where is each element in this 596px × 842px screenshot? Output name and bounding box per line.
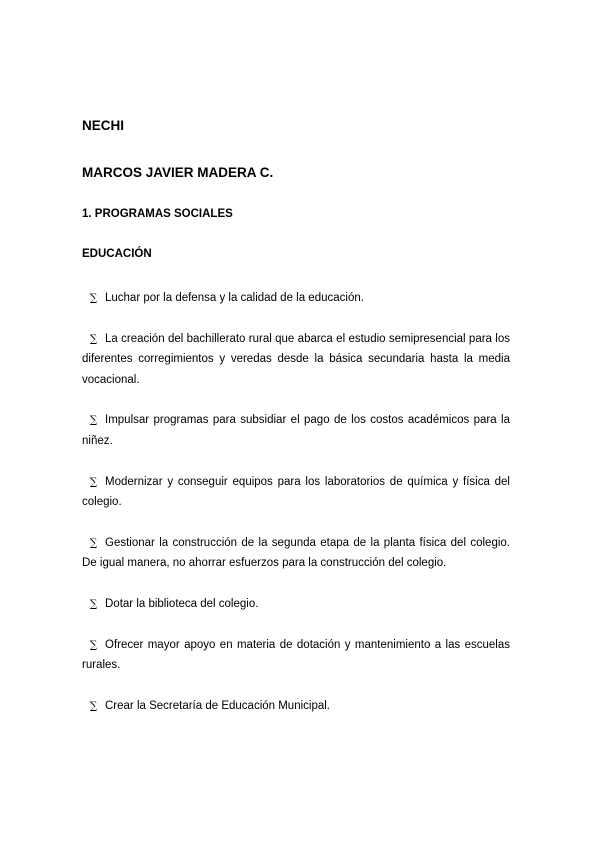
bullet-icon: ∑ — [89, 700, 98, 713]
list-item-text: Dotar la biblioteca del colegio. — [105, 598, 259, 611]
list-item-text: Ofrecer mayor apoyo en materia de dotación y mantenimiento a las escuelas rurales. — [82, 638, 510, 672]
list-item — [82, 696, 510, 716]
bullet-icon: ∑ — [89, 414, 98, 427]
list-item — [82, 329, 510, 390]
education-proposals-list — [82, 288, 510, 737]
list-item — [82, 472, 510, 513]
list-item — [82, 533, 510, 574]
list-item — [82, 288, 510, 308]
bullet-icon: ∑ — [89, 292, 98, 304]
bullet-icon: ∑ — [89, 475, 98, 488]
subsection-heading: EDUCACIÓN — [82, 248, 152, 260]
section-heading: 1. PROGRAMAS SOCIALES — [82, 208, 233, 220]
list-item-text: La creación del bachillerato rural que abarca el estudio semipresencial para los diferentes corregimientos y veredas desde la básica secundaria hasta la media vocacional. — [82, 332, 510, 386]
bullet-icon: ∑ — [89, 536, 98, 549]
list-item-text: Luchar por la defensa y la calidad de la educación. — [105, 292, 364, 304]
bullet-icon: ∑ — [89, 332, 98, 345]
bullet-icon: ∑ — [89, 638, 98, 651]
list-item — [82, 594, 510, 614]
municipality-title: NECHI — [82, 118, 125, 133]
list-item — [82, 410, 510, 451]
list-item-text: Modernizar y conseguir equipos para los laboratorios de química y física del colegio. — [82, 475, 510, 509]
list-item-text: Crear la Secretaría de Educación Municipal. — [105, 700, 331, 713]
candidate-name: MARCOS JAVIER MADERA C. — [82, 165, 274, 180]
list-item-text: Gestionar la construcción de la segunda etapa de la planta física del colegio. De igual manera, no ahorrar esfuerzos para la construcción del colegio. — [82, 536, 510, 570]
bullet-icon: ∑ — [89, 598, 98, 611]
list-item-text: Impulsar programas para subsidiar el pago de los costos académicos para la niñez. — [82, 414, 510, 447]
list-item — [82, 635, 510, 676]
